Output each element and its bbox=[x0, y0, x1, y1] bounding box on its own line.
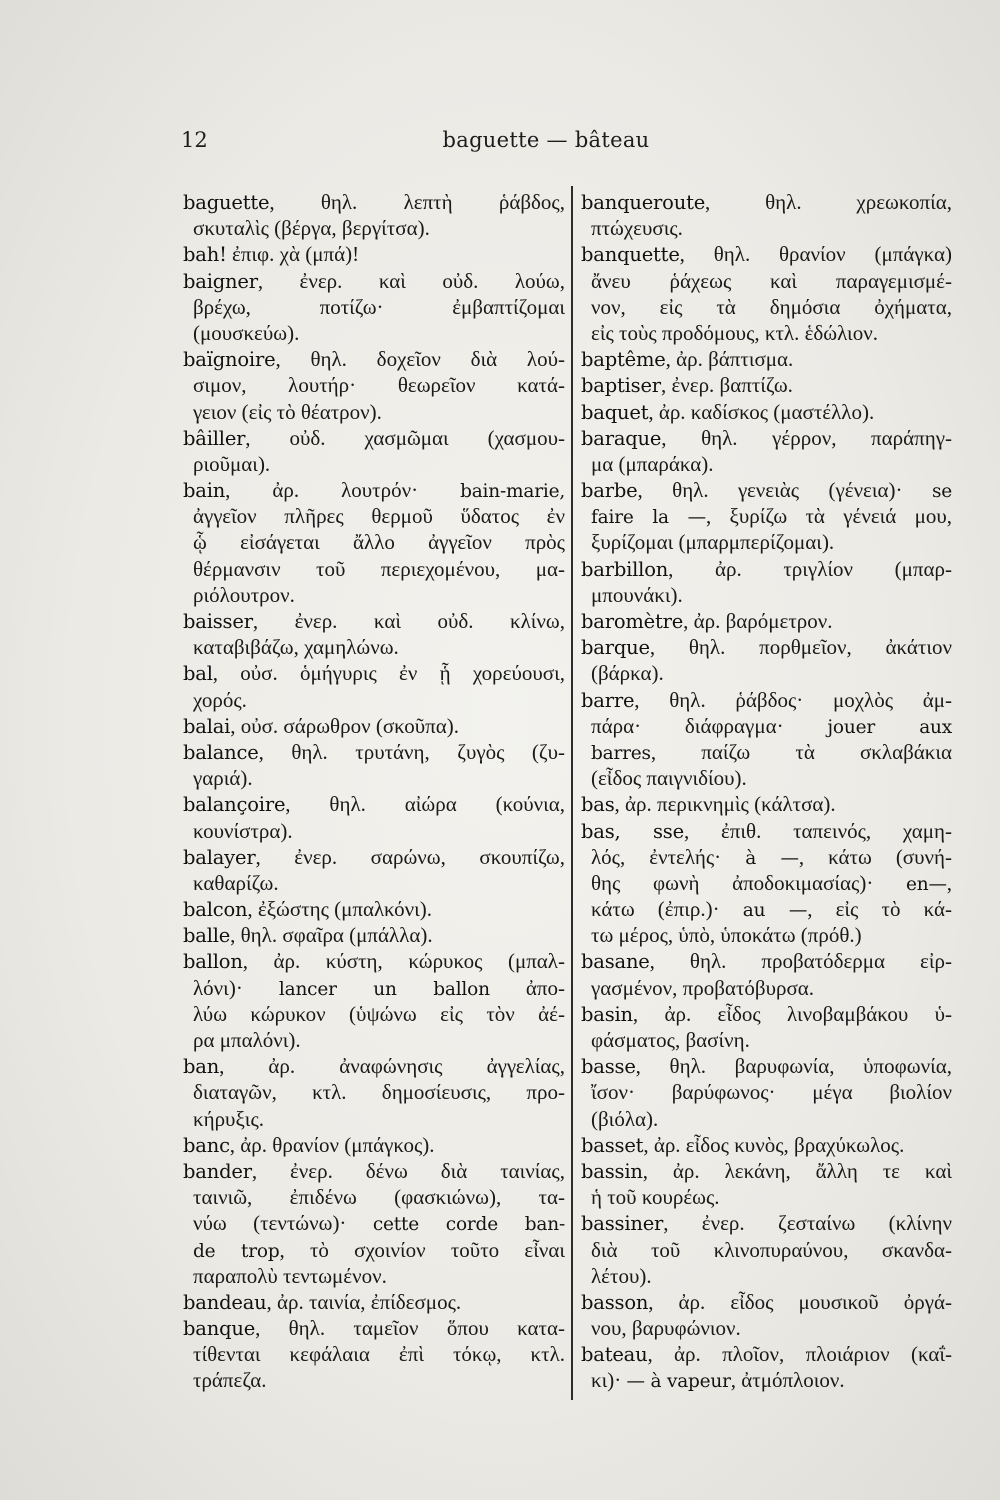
headword: bassin bbox=[581, 1159, 643, 1183]
greek-text: εἰς τοὺς προδόμους, κτλ. ἑδώλιον. bbox=[591, 320, 878, 345]
entry-line bbox=[581, 244, 952, 270]
entry-line bbox=[581, 218, 952, 244]
greek-text: , θηλ. λεπτὴ ῥάβδος, bbox=[269, 190, 565, 214]
greek-text: , ἐνερ. βαπτίζω. bbox=[660, 373, 793, 398]
column-divider bbox=[571, 186, 573, 1400]
entry-line bbox=[183, 870, 565, 899]
headword: ballon bbox=[183, 950, 243, 974]
greek-text: ἀγγεῖον πλῆρες θερμοῦ ὕδατος ἐν bbox=[193, 504, 565, 529]
dictionary-entry bbox=[183, 1158, 566, 1292]
greek-text: , ἀρ. κύστη, κώρυκος (μπαλ- bbox=[242, 949, 565, 974]
headword: baïgnoire bbox=[183, 348, 276, 372]
dictionary-entry bbox=[183, 844, 565, 899]
entry-line bbox=[581, 425, 952, 454]
headword: baptiser bbox=[581, 374, 661, 398]
entry-line bbox=[581, 794, 952, 820]
entry-line bbox=[581, 1263, 952, 1292]
greek-text: , ἀρ. θρανίον (μπάγκος). bbox=[229, 1132, 435, 1157]
entry-line bbox=[183, 1263, 565, 1292]
entry-line bbox=[581, 739, 952, 768]
greek-text: θέρμανσιν τοῦ περιεχομένου, μα- bbox=[193, 556, 565, 581]
greek-text: , θηλ. προβατόδερμα εἰρ- bbox=[649, 949, 952, 974]
entry-line bbox=[183, 425, 565, 454]
entry-line bbox=[581, 1106, 952, 1135]
french-text: — à vapeur bbox=[626, 1371, 731, 1393]
greek-text: κι)· bbox=[591, 1368, 627, 1393]
greek-text: κάτω (ἐπιρ.)· bbox=[591, 897, 743, 922]
dictionary-entry bbox=[183, 794, 565, 846]
entry-line bbox=[581, 1082, 952, 1108]
entry-line bbox=[581, 611, 952, 637]
entry-line bbox=[581, 637, 952, 663]
headword: baisser bbox=[183, 610, 253, 633]
left-column bbox=[183, 192, 565, 1397]
greek-text: , ἐνερ. καὶ οὐδ. κλίνω, bbox=[252, 609, 565, 633]
entry-line bbox=[581, 582, 952, 611]
entry-line bbox=[581, 480, 952, 506]
greek-text: , τὸ σχοινίον τοῦτο εἶναι bbox=[279, 1237, 565, 1262]
dictionary-entry bbox=[581, 794, 952, 820]
french-text: lancer un ballon bbox=[278, 978, 490, 1000]
greek-text: , ἀρ. τριγλίον (μπαρ- bbox=[668, 556, 952, 581]
greek-text: κήρυξις. bbox=[193, 1106, 265, 1131]
greek-text: θης φωνὴ ἀποδοκιμασίας)· bbox=[591, 870, 906, 895]
headword: barbillon bbox=[581, 557, 669, 581]
headword: bain bbox=[183, 479, 226, 503]
greek-text: , οὐσ. σάρωθρον (σκοῦπα). bbox=[230, 713, 460, 738]
greek-text: , οὐσ. ὁμήγυρις ἐν ᾗ χορεύουσι, bbox=[212, 661, 565, 686]
entry-line bbox=[581, 818, 952, 847]
greek-text: , ἀρ. λεκάνη, ἄλλη τε καὶ bbox=[642, 1158, 952, 1183]
entry-line bbox=[581, 192, 952, 218]
headword: bah! bbox=[183, 243, 227, 267]
greek-text: ρα μπαλόνι). bbox=[193, 1028, 301, 1052]
entry-line bbox=[581, 1001, 952, 1030]
entry-line bbox=[183, 480, 565, 506]
greek-text: γαριά). bbox=[193, 766, 253, 791]
dictionary-entry bbox=[183, 951, 565, 1056]
dictionary-entry bbox=[581, 480, 952, 559]
dictionary-entry bbox=[183, 663, 565, 715]
entry-line bbox=[581, 687, 952, 716]
greek-text: νύω (τεντώνω)· bbox=[193, 1211, 373, 1236]
dictionary-entry bbox=[581, 244, 952, 349]
entry-line bbox=[581, 1158, 952, 1187]
entry-line bbox=[183, 1158, 565, 1187]
greek-text: , κάτω (συνή- bbox=[798, 844, 952, 869]
headword: bandeau bbox=[183, 1290, 267, 1314]
greek-text: λόνι)· bbox=[193, 975, 279, 1000]
greek-text: , παίζω τὰ σκλαβάκια bbox=[650, 739, 952, 764]
greek-text: φάσματος, βασίνη. bbox=[591, 1028, 750, 1052]
greek-text: , ἐνερ. σαρώνω, σκουπίζω, bbox=[255, 844, 565, 869]
entry-line bbox=[581, 399, 952, 428]
entry-line bbox=[581, 320, 952, 349]
greek-text: , ἀτμόπλοιον. bbox=[730, 1368, 845, 1393]
entry-line bbox=[183, 399, 565, 428]
headword: baptême bbox=[581, 348, 666, 372]
dictionary-entry bbox=[581, 1001, 952, 1056]
greek-text: μπουνάκι). bbox=[591, 582, 683, 607]
entry-line bbox=[183, 768, 565, 794]
entry-line bbox=[183, 451, 565, 480]
entry-line bbox=[581, 1344, 952, 1370]
entry-line bbox=[183, 375, 565, 401]
entry-line bbox=[581, 975, 952, 1004]
entry-line bbox=[183, 506, 565, 532]
headword: baguette bbox=[183, 191, 270, 214]
headword: balance bbox=[183, 740, 259, 764]
entry-line bbox=[581, 294, 952, 323]
entry-line bbox=[183, 1289, 565, 1318]
entry-line bbox=[581, 1237, 952, 1266]
dictionary-entry bbox=[183, 611, 565, 663]
entry-line bbox=[581, 899, 952, 925]
page-number: 12 bbox=[181, 128, 208, 152]
greek-text: ταινιῶ, ἐπιδένω (φασκιώνω), τα- bbox=[193, 1185, 565, 1210]
entry-line bbox=[581, 1030, 952, 1056]
headword: barbe bbox=[581, 479, 638, 503]
dictionary-entry bbox=[581, 1158, 952, 1213]
entry-line bbox=[581, 1289, 952, 1318]
headword: balayer bbox=[183, 845, 256, 869]
dictionary-entry bbox=[183, 899, 565, 925]
greek-text: , θηλ. δοχεῖον διὰ λού- bbox=[275, 347, 565, 372]
french-text: cette corde ban- bbox=[372, 1214, 566, 1236]
greek-text: καταβιβάζω, χαμηλώνω. bbox=[193, 635, 399, 660]
dictionary-entry bbox=[183, 192, 565, 244]
french-text: se bbox=[931, 481, 952, 503]
entry-line bbox=[581, 1187, 952, 1213]
french-text: faire la — bbox=[591, 507, 706, 529]
headword: baraque bbox=[581, 426, 662, 450]
entry-line bbox=[183, 899, 565, 925]
greek-text: λύω κώρυκον (ὑψώνω εἰς τὸν ἀέ- bbox=[193, 1001, 565, 1026]
dictionary-entry bbox=[581, 687, 952, 795]
greek-text: κουνίστρα). bbox=[193, 818, 293, 843]
dictionary-entry bbox=[183, 349, 565, 428]
entry-line bbox=[183, 1030, 565, 1056]
greek-text: , ἐνερ. δένω διὰ ταινίας, bbox=[251, 1158, 565, 1183]
dictionary-entry bbox=[581, 1344, 952, 1396]
headword: basse bbox=[581, 1055, 636, 1079]
right-column bbox=[581, 192, 952, 1397]
entry-line bbox=[183, 844, 565, 873]
greek-text: ριόλουτρον. bbox=[193, 582, 295, 607]
greek-text: , θηλ. πορθμεῖον, ἀκάτιον bbox=[649, 635, 952, 660]
greek-text: , ἀρ. πλοῖον, πλοιάριον (καΐ- bbox=[647, 1342, 952, 1367]
entry-line bbox=[581, 532, 952, 558]
dictionary-entry bbox=[581, 1289, 952, 1344]
greek-text: , θηλ. γενειὰς (γένεια)· bbox=[637, 478, 932, 503]
headword: ban bbox=[183, 1055, 220, 1079]
entry-line bbox=[183, 794, 565, 820]
dictionary-entry bbox=[183, 925, 565, 951]
dictionary-entry bbox=[581, 637, 952, 689]
running-head: baguette — bâteau bbox=[442, 128, 650, 152]
entry-line bbox=[581, 1370, 952, 1396]
entry-line bbox=[183, 556, 565, 585]
dictionary-entry bbox=[183, 480, 565, 611]
greek-text: λός, ἐντελής· bbox=[591, 844, 746, 869]
entry-line bbox=[183, 1344, 565, 1370]
entry-line bbox=[183, 1106, 565, 1135]
entry-line bbox=[581, 556, 952, 585]
greek-text: , ἀρ. λουτρόν· bbox=[225, 478, 461, 503]
greek-text: πτώχευσις. bbox=[591, 216, 683, 241]
french-text: en— bbox=[905, 873, 947, 895]
greek-text: βρέχω, ποτίζω· ἐμβαπτίζομαι bbox=[193, 294, 565, 319]
entry-line bbox=[183, 925, 565, 951]
headword: balai bbox=[183, 714, 231, 738]
greek-text: τίθενται κεφάλαια ἐπὶ τόκῳ, κτλ. bbox=[193, 1342, 565, 1367]
greek-text: , bbox=[946, 870, 952, 895]
dictionary-entry bbox=[581, 1056, 952, 1135]
headword: banquette bbox=[581, 243, 680, 267]
headword: balle bbox=[183, 924, 231, 948]
entry-line bbox=[581, 1056, 952, 1082]
french-text: barres bbox=[591, 742, 651, 764]
headword: baquet bbox=[581, 400, 649, 424]
greek-text: , ἐπιθ. ταπεινός, χαμη- bbox=[683, 818, 952, 843]
entry-line bbox=[183, 320, 565, 349]
greek-text: γασμένον, προβατόβυρσα. bbox=[591, 975, 815, 1000]
dictionary-entry bbox=[581, 611, 952, 637]
greek-text: , ἀρ. εἶδος μουσικοῦ ὀργά- bbox=[648, 1289, 952, 1314]
greek-text: , ἀρ. περικνημὶς (κάλτσα). bbox=[614, 792, 836, 817]
greek-text: , ἀρ. βαρόμετρον. bbox=[683, 609, 833, 633]
greek-text: (εἶδος παιγνιδίου). bbox=[591, 766, 747, 791]
headword: bander bbox=[183, 1159, 252, 1183]
greek-text: πάρα· διάφραγμα· bbox=[591, 713, 828, 738]
french-text: jouer aux bbox=[827, 716, 952, 738]
entry-line bbox=[183, 975, 565, 1004]
entry-line bbox=[183, 244, 565, 270]
headword: banqueroute bbox=[581, 191, 706, 214]
dictionary-entry bbox=[183, 1056, 565, 1135]
greek-text: , θηλ. σφαῖρα (μπάλλα). bbox=[230, 923, 433, 948]
greek-text: , ἀρ. εἶδος λινοβαμβάκου ὑ- bbox=[632, 1001, 952, 1026]
entry-line bbox=[183, 1370, 565, 1396]
greek-text: , θηλ. ταμεῖον ὅπου κατα- bbox=[255, 1316, 565, 1341]
dictionary-entry bbox=[581, 556, 952, 611]
dictionary-entry bbox=[581, 349, 952, 375]
dictionary-entry bbox=[581, 425, 952, 480]
dictionary-entry bbox=[183, 713, 565, 742]
headword: bâiller bbox=[183, 426, 246, 450]
greek-text: γειον (εἰς τὸ θέατρον). bbox=[193, 399, 382, 424]
greek-text: , ἀρ. ταινία, ἐπίδεσμος. bbox=[266, 1289, 462, 1314]
greek-text: καθαρίζω. bbox=[193, 870, 279, 895]
entry-line bbox=[183, 1056, 565, 1082]
greek-text: τω μέρος, ὑπὸ, ὑποκάτω (πρόθ.) bbox=[591, 923, 862, 948]
greek-text: ἄνευ ῥάχεως καὶ παραγεμισμέ- bbox=[591, 268, 952, 293]
dictionary-entry bbox=[581, 1132, 952, 1161]
entry-line bbox=[183, 1132, 565, 1161]
entry-line bbox=[581, 1132, 952, 1161]
dictionary-entry bbox=[183, 1318, 565, 1397]
entry-line bbox=[183, 1187, 565, 1213]
headword: basin bbox=[581, 1002, 633, 1026]
entry-line bbox=[183, 687, 565, 716]
entry-line bbox=[183, 951, 565, 977]
entry-line bbox=[581, 1318, 952, 1344]
headword: barque bbox=[581, 636, 650, 660]
greek-text: ξυρίζομαι (μπαρμπερίζομαι). bbox=[591, 530, 835, 555]
french-text: au — bbox=[742, 900, 808, 922]
entry-line bbox=[183, 637, 565, 663]
dictionary-entry bbox=[581, 1213, 952, 1292]
greek-text: (μουσκεύω). bbox=[193, 320, 300, 345]
entry-line bbox=[183, 532, 565, 558]
headword: balcon bbox=[183, 898, 248, 922]
greek-text: , ἀρ. ἀναφώνησις ἀγγελίας, bbox=[219, 1054, 565, 1079]
french-text: à — bbox=[745, 847, 799, 869]
headword: bassiner bbox=[581, 1212, 664, 1236]
entry-line bbox=[581, 268, 952, 297]
headword: basane bbox=[581, 950, 650, 974]
greek-text: σκυταλὶς (βέργα, βεργίτσα). bbox=[193, 216, 430, 241]
greek-text: , ἀρ. βάπτισμα. bbox=[665, 347, 794, 372]
entry-line bbox=[581, 1213, 952, 1239]
dictionary-entry bbox=[183, 1132, 565, 1161]
headword: bas, sse bbox=[581, 819, 684, 843]
entry-line bbox=[183, 294, 565, 323]
headword: bateau bbox=[581, 1343, 648, 1367]
greek-text: , ξυρίζω τὰ γένειά μου, bbox=[705, 504, 953, 529]
greek-text: , θηλ. θρανίον (μπάγκα) bbox=[679, 242, 952, 267]
greek-text: , ἐξώστης (μπαλκόνι). bbox=[247, 897, 433, 922]
headword: banque bbox=[183, 1317, 256, 1341]
headword: balançoire bbox=[183, 793, 286, 817]
dictionary-entry bbox=[183, 739, 565, 794]
french-text: de trop bbox=[193, 1240, 280, 1262]
dictionary-entry bbox=[581, 818, 952, 952]
entry-line bbox=[183, 1082, 565, 1108]
entry-line bbox=[581, 451, 952, 480]
dictionary-entry bbox=[183, 1289, 565, 1318]
entry-line bbox=[183, 1213, 565, 1239]
headword: baromètre bbox=[581, 610, 684, 633]
entry-line bbox=[183, 818, 565, 847]
entry-line bbox=[183, 218, 565, 244]
entry-line bbox=[581, 925, 952, 951]
entry-line bbox=[581, 663, 952, 689]
entry-line bbox=[183, 192, 565, 218]
entry-line bbox=[581, 951, 952, 977]
greek-text: παραπολὺ τεντωμένον. bbox=[193, 1263, 387, 1288]
entry-line bbox=[183, 268, 565, 297]
french-text: bain-marie, bbox=[460, 481, 565, 503]
greek-text: διαταγῶν, κτλ. δημοσίευσις, προ- bbox=[193, 1080, 565, 1105]
headword: banc bbox=[183, 1133, 230, 1157]
greek-text: ἀπο- bbox=[489, 975, 565, 1000]
greek-text: (βάρκα). bbox=[591, 661, 664, 686]
dictionary-entry bbox=[581, 192, 952, 244]
greek-text: , ἀρ. εἶδος κυνὸς, βραχύκωλος. bbox=[643, 1132, 905, 1157]
headword: barre bbox=[581, 688, 635, 712]
entry-line bbox=[581, 870, 952, 899]
entry-line bbox=[183, 582, 565, 611]
greek-text: , θηλ. ῥάβδος· μοχλὸς ἀμ- bbox=[634, 687, 952, 712]
entry-line bbox=[183, 1237, 565, 1266]
greek-text: , ἐνερ. καὶ οὐδ. λούω, bbox=[257, 268, 565, 293]
greek-text: ᾧ εἰσάγεται ἄλλο ἀγγεῖον πρὸς bbox=[193, 530, 565, 555]
greek-text: , θηλ. τρυτάνη, ζυγὸς (ζυ- bbox=[258, 739, 565, 764]
dictionary-entry bbox=[581, 951, 952, 1003]
dictionary-entry bbox=[183, 425, 565, 480]
headword: baigner bbox=[183, 269, 258, 293]
greek-text: τράπεζα. bbox=[193, 1368, 267, 1393]
dictionary-entry bbox=[581, 375, 952, 401]
entry-line bbox=[183, 739, 565, 768]
entry-line bbox=[183, 349, 565, 375]
greek-text: ἐπιφ. χὰ (μπά)! bbox=[226, 242, 360, 267]
dictionary-entry bbox=[183, 244, 565, 270]
entry-line bbox=[581, 844, 952, 873]
greek-text: (βιόλα). bbox=[591, 1106, 659, 1131]
greek-text: , θηλ. γέρρον, παράπηγ- bbox=[661, 425, 952, 450]
greek-text: , οὐδ. χασμῶμαι (χασμου- bbox=[245, 425, 565, 450]
greek-text: ἴσον· βαρύφωνος· μέγα βιολίον bbox=[591, 1080, 952, 1105]
greek-text: , εἰς τὸ κά- bbox=[807, 897, 952, 922]
greek-text: , θηλ. βαρυφωνία, ὑποφωνία, bbox=[635, 1054, 952, 1079]
headword: bal bbox=[183, 662, 213, 686]
entry-line bbox=[183, 713, 565, 742]
greek-text: μα (μπαράκα). bbox=[591, 451, 714, 476]
greek-text: διὰ τοῦ κλινοπυραύνου, σκανδα- bbox=[591, 1237, 952, 1262]
greek-text: , ἐνερ. ζεσταίνω (κλίνην bbox=[663, 1211, 952, 1236]
greek-text: ἡ τοῦ κουρέως. bbox=[591, 1185, 720, 1210]
entry-line bbox=[183, 611, 565, 637]
entry-line bbox=[581, 349, 952, 375]
entry-line bbox=[581, 713, 952, 742]
greek-text: λέτου). bbox=[591, 1263, 652, 1288]
greek-text: , θηλ. χρεωκοπία, bbox=[705, 190, 952, 214]
greek-text: σιμον, λουτήρ· θεωρεῖον κατά- bbox=[193, 373, 565, 398]
headword: bas bbox=[581, 793, 615, 817]
entry-line bbox=[183, 1001, 565, 1030]
greek-text: , ἀρ. καδίσκος (μαστέλλο). bbox=[648, 399, 875, 424]
greek-text: ριοῦμαι). bbox=[193, 451, 271, 476]
greek-text: χορός. bbox=[193, 687, 247, 712]
greek-text: , θηλ. αἰώρα (κούνια, bbox=[285, 792, 565, 817]
headword: basset bbox=[581, 1133, 644, 1157]
entry-line bbox=[581, 768, 952, 794]
greek-text: νου, βαρυφώνιον. bbox=[591, 1316, 741, 1341]
headword: basson bbox=[581, 1290, 649, 1314]
entry-line bbox=[581, 506, 952, 532]
entry-line bbox=[581, 375, 952, 401]
entry-line bbox=[183, 1318, 565, 1344]
entry-line bbox=[183, 663, 565, 689]
dictionary-entry bbox=[581, 399, 952, 428]
greek-text: νον, εἰς τὰ δημόσια ὀχήματα, bbox=[591, 294, 952, 319]
dictionary-entry bbox=[183, 268, 565, 350]
